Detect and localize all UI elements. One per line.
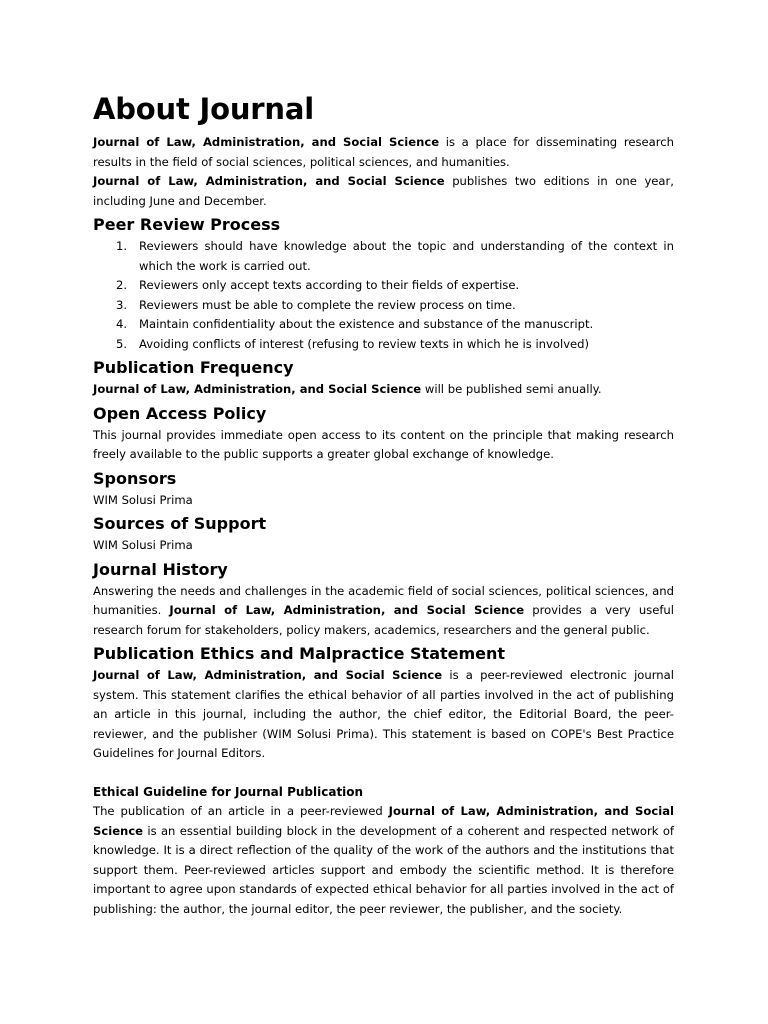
peer-review-heading: Peer Review Process — [93, 215, 281, 234]
sponsors-text: WIM Solusi Prima — [93, 492, 193, 507]
ethical-guideline-heading: Ethical Guideline for Journal Publication — [93, 784, 364, 799]
intro-paragraph-2 — [93, 172, 674, 211]
journal-name: Journal of Law, Administration, and Social Science — [93, 174, 445, 188]
list-item: Maintain confidentiality about the existence and substance of the manuscript. — [139, 317, 594, 331]
open-access-heading: Open Access Policy — [93, 403, 267, 423]
journal-history-heading: Journal History — [93, 559, 228, 579]
journal-history-text — [93, 582, 674, 641]
publication-frequency-heading: Publication Frequency — [93, 358, 294, 377]
ethical-guideline-before: The publication of an article in a peer-reviewed — [93, 804, 389, 818]
sponsors-heading: Sponsors — [93, 468, 177, 488]
list-item: Reviewers only accept texts according to their fields of expertise. — [139, 278, 520, 292]
list-item: Avoiding conflicts of interest (refusing to review texts in which he is involved) — [139, 336, 590, 351]
peer-review-list — [93, 237, 674, 354]
intro-paragraph-1 — [93, 133, 674, 172]
spacer — [93, 764, 674, 783]
journal-name: Journal of Law, Administration, and Social Science — [93, 135, 440, 149]
list-item: Reviewers must be able to complete the review process on time. — [139, 297, 516, 312]
list-item: Reviewers should have knowledge about the topic and understanding of the context in which the work is carried out. — [139, 239, 674, 273]
ethics-text — [93, 666, 674, 764]
sources-of-support-text: WIM Solusi Prima — [93, 538, 193, 552]
journal-history-after: provides a very useful research forum for stakeholders, policy makers, academics, researchers and the general public. — [93, 603, 675, 637]
ethics-heading: Publication Ethics and Malpractice Statement — [93, 644, 506, 663]
ethics-rest: is a peer-reviewed electronic journal system. This statement clarifies the ethical behavior of all parties involved in the act of publishing an article in this journal, including the author, the chief editor, the Editorial Board, the peer-reviewer, and the publisher (WIM Solusi Prima). This statement is based on COPE's Best Practice Guidelines for Journal Editors. — [93, 668, 674, 760]
open-access-text: This journal provides immediate open access to its content on the principle that making research freely available to the public supports a greater global exchange of knowledge. — [93, 427, 674, 461]
journal-name: Journal of Law, Administration, and Social Science — [93, 804, 674, 838]
ethical-guideline-after: is an essential building block in the development of a coherent and respected network of knowledge. It is a direct reflection of the quality of the work of the authors and the institutions that support them. Peer-reviewed articles support and embody the scientific method. It is therefore important to agree upon standards of expected ethical behavior for all parties involved in the act of publishing: the author, the journal editor, the peer reviewer, the publisher, and the society. — [93, 823, 674, 916]
publication-frequency-text — [93, 380, 674, 400]
journal-name: Journal of Law, Administration, and Social Science — [93, 382, 422, 396]
intro-text-2: publishes two editions in one year, including June and December. — [93, 174, 674, 208]
publication-frequency-rest: will be published semi anually. — [421, 382, 602, 396]
intro-text-1: is a place for disseminating research results in the field of social sciences, political sciences, and humanities. — [93, 135, 674, 169]
sources-of-support-heading: Sources of Support — [93, 514, 267, 533]
journal-name: Journal of Law, Administration, and Social Science — [169, 603, 525, 617]
page-title: About Journal — [93, 92, 314, 126]
journal-history-before: Answering the needs and challenges in the academic field of social sciences, political sciences, and humanities. — [93, 583, 674, 617]
journal-name: Journal of Law, Administration, and Social Science — [93, 668, 443, 682]
ethical-guideline-text — [93, 802, 674, 919]
